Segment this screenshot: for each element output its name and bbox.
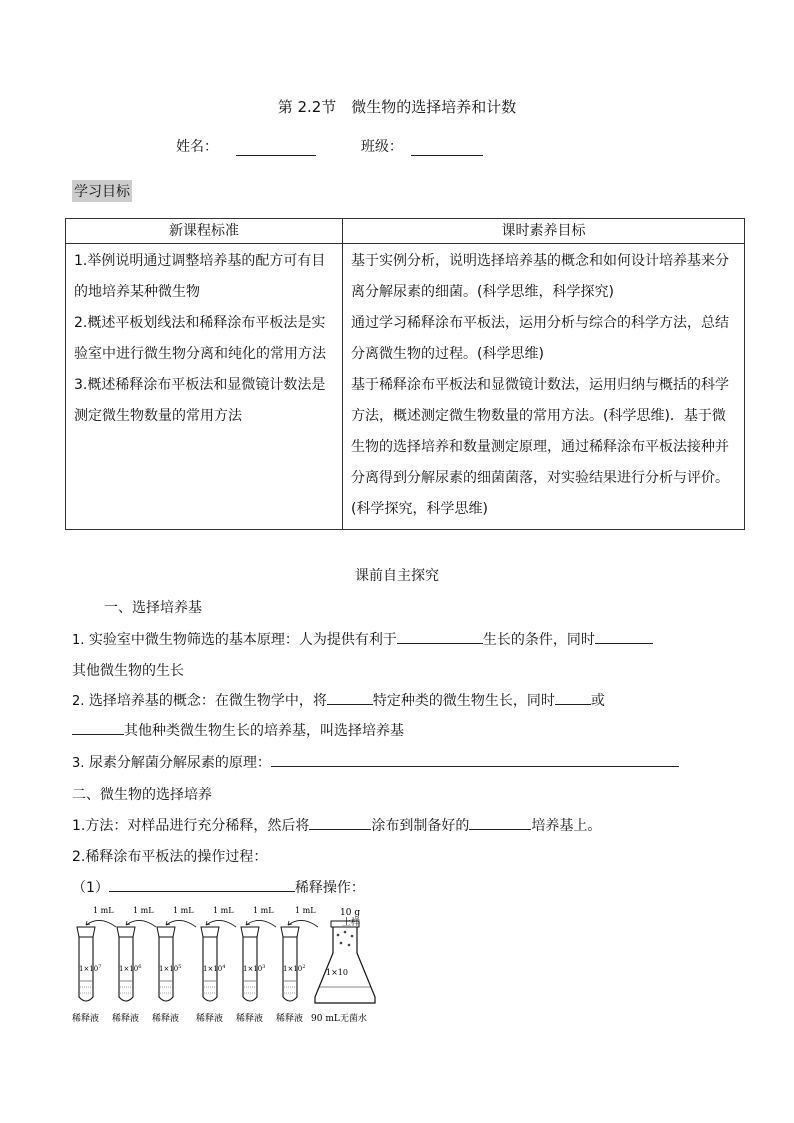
blank-field[interactable]: [555, 690, 591, 705]
tube-label-base: 1×10: [283, 965, 303, 973]
standard-item: 2.概述平板划线法和稀释涂布平板法是实验室中进行微生物分离和纯化的常用方法: [74, 315, 326, 362]
tube-label-exp: 4: [222, 964, 226, 970]
question-2-2: 2.稀释涂布平板法的操作过程：: [72, 849, 268, 865]
q-text: 生长的条件，同时: [482, 632, 595, 648]
question-2-1: [72, 815, 601, 835]
blank-field[interactable]: [595, 629, 653, 644]
section-pre-class: 课前自主探究: [355, 568, 439, 584]
tube-label-base: 1×10: [159, 965, 179, 973]
table-header-row: [66, 219, 745, 244]
tube-label-base: 1×10: [203, 965, 223, 973]
flask: [311, 908, 375, 1024]
tube-label-base: 1×10: [243, 965, 263, 973]
q-number: 1.: [72, 633, 85, 648]
transfer-arrow: [166, 906, 196, 927]
class-label: 班级：: [360, 139, 403, 155]
section-learning-goals: 学习目标: [72, 180, 132, 202]
part1-heading: 一、选择培养基: [104, 600, 202, 616]
name-field[interactable]: [236, 139, 316, 156]
tube-label-exp: 3: [262, 964, 266, 970]
test-tube: [196, 927, 225, 1024]
question-1-1: [72, 629, 653, 649]
tube-concentration-label: [79, 964, 101, 973]
name-class-row: [176, 136, 483, 156]
tube-concentration-label: [119, 964, 141, 973]
q-number: 2.: [72, 694, 85, 709]
name-label: 姓名：: [176, 139, 218, 155]
q-text: 其他种类微生物生长的培养基，叫选择培养基: [124, 723, 404, 739]
blank-field[interactable]: [469, 815, 531, 830]
question-1-2-cont: [72, 720, 404, 740]
step-1: [72, 877, 365, 897]
transfer-arrow: [206, 906, 236, 927]
blank-field[interactable]: [72, 720, 124, 735]
goal-item: 通过学习稀释涂布平板法，运用分析与综合的科学方法，总结分离微生物的过程。(科学思维): [351, 315, 729, 362]
question-1-2: [72, 690, 605, 710]
transfer-arrow: [86, 906, 116, 927]
tube-caption: 稀释液: [236, 1014, 264, 1024]
sample-label-soil: 土样: [342, 918, 361, 928]
test-tube: [112, 927, 141, 1024]
q-text: 涂布到制备好的: [371, 818, 470, 834]
transfer-volume-label: 1 mL: [93, 906, 114, 915]
tube-label-exp: 7: [98, 964, 102, 970]
step-number: （1）: [72, 880, 109, 896]
transfer-volume-label: 1 mL: [133, 906, 154, 915]
q-text: 选择培养基的概念：在微生物学中，将: [88, 693, 327, 709]
tube-caption: 稀释液: [112, 1014, 140, 1024]
tube-concentration-label: [203, 964, 225, 973]
goal-item: 基于稀释涂布平板法和显微镜计数法，运用归纳与概括的科学方法，概述测定微生物数量的常用方法。(科学思维)．基于微生物的选择培养和数量测定原理，通过稀释涂布平板法接种并分离得到分解尿素的细菌菌落，对实验结果进行分析与评价。(科学探究，科学思维): [351, 377, 729, 517]
test-tube: [276, 927, 305, 1024]
part2-heading: 二、微生物的选择培养: [72, 787, 212, 803]
table-header-goals: 课时素养目标: [343, 219, 745, 244]
blank-field[interactable]: [271, 752, 679, 767]
transfer-arrow: [246, 906, 276, 927]
goal-item: 基于实例分析，说明选择培养基的概念和如何设计培养基来分离分解尿素的细菌。(科学思维，科学探究): [351, 253, 729, 300]
transfer-volume-label: 1 mL: [213, 906, 234, 915]
q-text: 特定种类的微生物生长，同时: [372, 693, 555, 709]
tube-label-exp: 5: [178, 964, 182, 970]
q-text: 培养基上。: [531, 818, 602, 834]
blank-field[interactable]: [397, 629, 483, 644]
transfer-arrow: [126, 906, 156, 927]
tube-concentration-label: [283, 964, 305, 973]
page-title: 第 2.2节 微生物的选择培养和计数: [277, 98, 517, 116]
standard-item: 3.概述稀释涂布平板法和显微镜计数法是测定微生物数量的常用方法: [74, 377, 326, 424]
transfer-volume-label: 1 mL: [253, 906, 274, 915]
q-text: 或: [590, 693, 605, 709]
test-tube: [72, 927, 101, 1024]
tube-label-exp: 2: [302, 964, 306, 970]
tube-caption: 稀释液: [152, 1014, 180, 1024]
standard-item: 1.举例说明通过调整培养基的配方可有目的地培养某种微生物: [74, 253, 326, 300]
transfer-volume-label: 1 mL: [173, 906, 194, 915]
question-1-1-cont: 其他微生物的生长: [72, 663, 184, 679]
question-1-3: [72, 752, 679, 772]
blank-field[interactable]: [109, 877, 295, 892]
tube-label-base: 1×10: [79, 965, 99, 973]
transfer-volume-label: 1 mL: [295, 906, 316, 915]
tube-caption: 稀释液: [72, 1014, 100, 1024]
tube-concentration-label: [243, 964, 265, 973]
q-text: 实验室中微生物筛选的基本原理：人为提供有利于: [88, 632, 397, 648]
tube-concentration-label: [159, 964, 181, 973]
standards-cell: [66, 244, 343, 530]
sample-label-mass: 10 g: [340, 908, 361, 918]
q-text: 尿素分解菌分解尿素的原理：: [88, 755, 271, 771]
q-text: 稀释操作：: [294, 880, 365, 896]
class-field[interactable]: [411, 139, 483, 156]
blank-field[interactable]: [309, 815, 371, 830]
blank-field[interactable]: [327, 690, 373, 705]
flask-label: 1×10: [326, 968, 348, 977]
goals-cell: [343, 244, 745, 530]
flask-caption: 90 mL无菌水: [311, 1014, 367, 1024]
q-text: 1.方法：对样品进行充分稀释，然后将: [72, 818, 310, 834]
tube-caption: 稀释液: [276, 1014, 304, 1024]
tube-label-exp: 6: [138, 964, 142, 970]
test-tube: [236, 927, 265, 1024]
transfer-arrow: [288, 906, 318, 927]
q-number: 3.: [72, 756, 85, 771]
test-tube: [152, 927, 181, 1024]
tube-caption: 稀释液: [196, 1014, 224, 1024]
table-header-standard: 新课程标准: [66, 219, 343, 244]
standards-table: [65, 218, 745, 530]
dilution-diagram: [70, 905, 390, 1035]
table-row: [66, 244, 745, 530]
tube-label-base: 1×10: [119, 965, 139, 973]
